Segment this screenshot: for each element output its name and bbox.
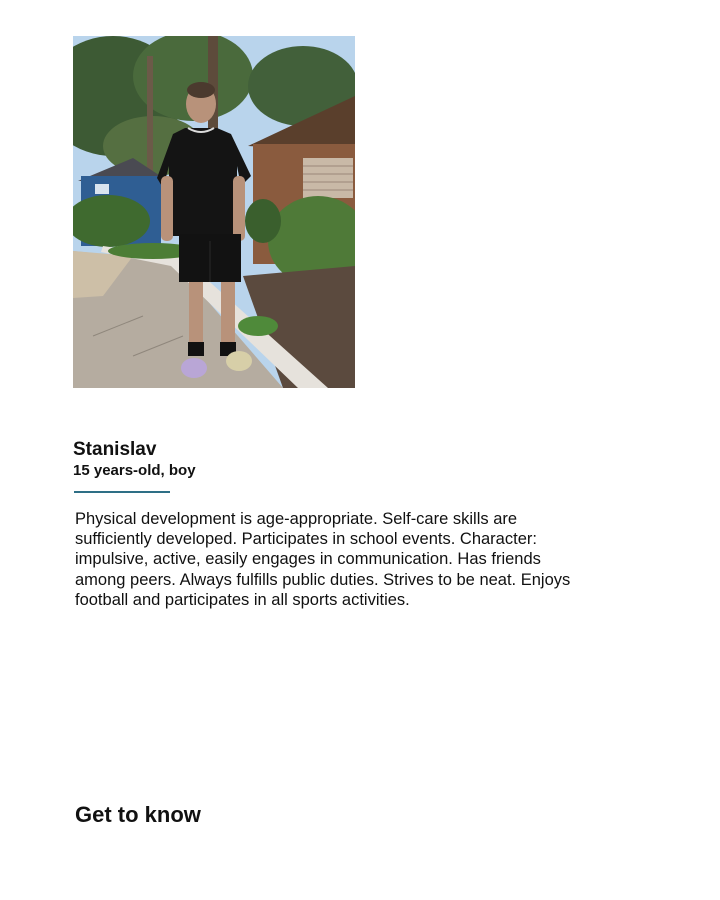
get-to-know-heading[interactable]: Get to know (75, 802, 201, 827)
child-name: Stanislav (73, 439, 157, 460)
accent-divider (74, 491, 170, 493)
age-gender: 15 years-old, boy (73, 462, 196, 479)
profile-description: Physical development is age-appropriate. Self-care skills are sufficiently developed. Participates in school events. Character: impulsive, active, easily engages in communication. Has friends among peers. Always fulfills public duties. Strives to be neat. Enjoys football and participates in all sports activities. (75, 510, 571, 609)
child-photo (73, 36, 355, 388)
